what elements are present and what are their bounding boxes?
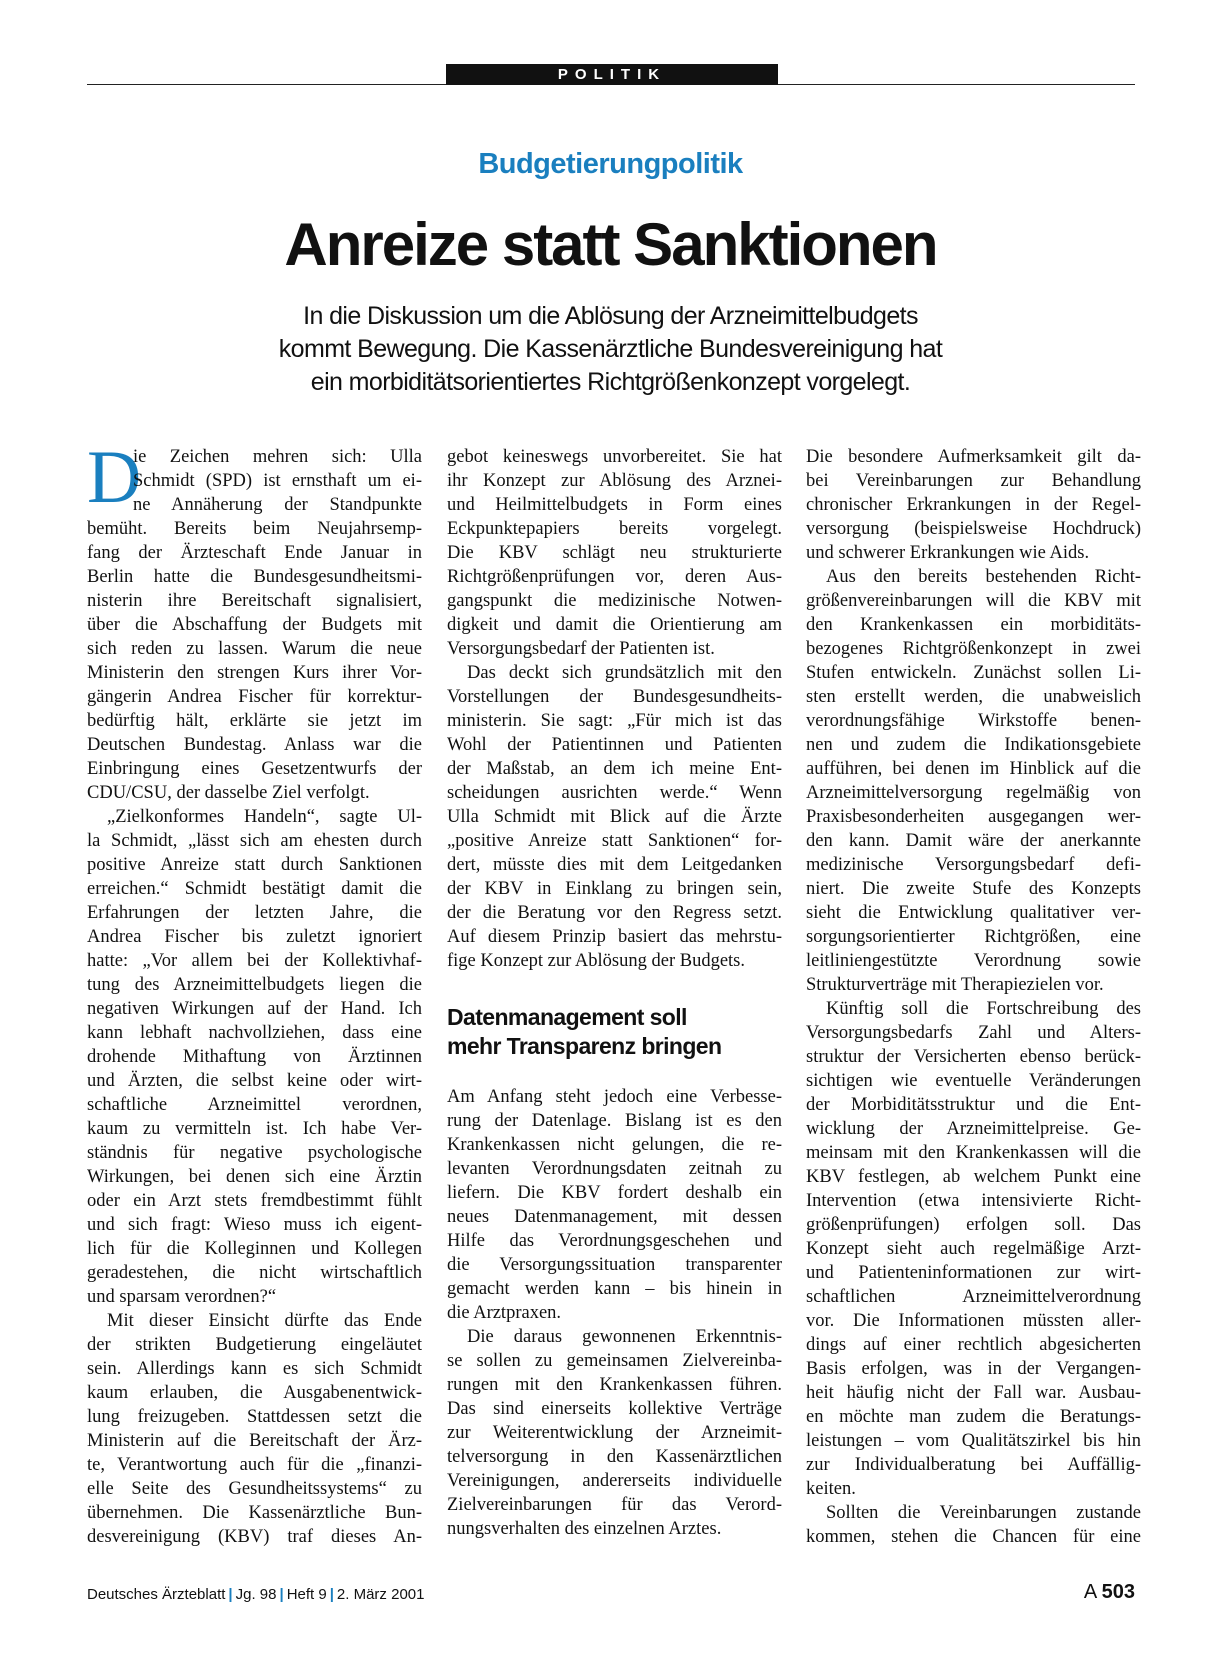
text-line: gangspunkt die medizinische Notwen- [447, 591, 782, 611]
text-line: Das deckt sich grundsätzlich mit den [467, 663, 782, 683]
text-line: Hilfe das Verordnungsgeschehen und [447, 1231, 782, 1251]
section-label: POLITIK [446, 64, 778, 85]
text-line: bemüht. Bereits beim Neujahrsemp- [87, 519, 422, 539]
text-line: Sollten die Vereinbarungen zustande [826, 1503, 1141, 1523]
deck-line: In die Diskussion um die Ablösung der Arzneimittelbudgets [303, 302, 918, 330]
page-number [1084, 1581, 1135, 1604]
text-line: dings auf einer rechtlich abgesicherten [806, 1335, 1141, 1355]
text-line: ministerin. Sie sagt: „Für mich ist das [447, 711, 782, 731]
text-line: sich reden zu lassen. Warum die neue [87, 639, 422, 659]
text-line: scheidungen ausrichten werde.“ Wenn [447, 783, 782, 803]
drop-cap: D [87, 436, 142, 519]
article-kicker: Budgetierungpolitik [478, 148, 743, 180]
text-line: Wohl der Patientinnen und Patienten [447, 735, 782, 755]
article-column-1 [87, 445, 422, 1549]
text-line: Vorstellungen der Bundesgesundheits- [447, 687, 782, 707]
text-line: leistungen – vom Qualitätszirkel bis hin [806, 1431, 1141, 1451]
text-line: und Heilmittelbudgets in Form eines [447, 495, 782, 515]
text-line: kommen, stehen die Chancen für eine [806, 1527, 1141, 1547]
text-line: bei Vereinbarungen zur Behandlung [806, 471, 1141, 491]
text-line: oder ein Arzt stets fremdbestimmt fühlt [87, 1191, 422, 1211]
text-line: nungsverhalten des einzelnen Arztes. [447, 1519, 722, 1539]
text-line: la Schmidt, „lässt sich am ehesten durch [87, 831, 422, 851]
text-line: ie Zeichen mehren sich: Ulla [133, 447, 422, 467]
page-number-value: 503 [1101, 1581, 1135, 1603]
text-line: sein. Allerdings kann es sich Schmidt [87, 1359, 422, 1379]
text-line: kaum erlauben, die Ausgabenentwick- [87, 1383, 422, 1403]
text-line: ständnis für negative psychologische [87, 1143, 422, 1163]
text-line: struktur der Versicherten ebenso berück- [806, 1047, 1141, 1067]
journal-issue: Heft 9 [286, 1586, 327, 1603]
text-line: verordnungsfähige Wirkstoffe benen- [806, 711, 1141, 731]
text-line: hatte: „Vor allem bei der Kollektivhaf- [87, 951, 422, 971]
text-line: schaftlichen Arzneimittelverordnung [806, 1287, 1141, 1307]
text-line: erreichen.“ Schmidt bestätigt damit die [87, 879, 422, 899]
text-line: der die Beratung vor den Regress setzt. [447, 903, 782, 923]
page-footer [87, 1586, 424, 1603]
footer-separator: | [228, 1586, 233, 1603]
text-line: wicklung der Arzneimittelpreise. Ge- [806, 1119, 1141, 1139]
text-line: aufführen, bei denen im Hinblick auf die [806, 759, 1141, 779]
footer-separator: | [329, 1586, 334, 1603]
text-line: keiten. [806, 1479, 856, 1499]
text-line: Arzneimittelversorgung regelmäßig von [806, 783, 1141, 803]
subheading-line: mehr Transparenz bringen [447, 1033, 722, 1059]
text-line: zur Individualberatung bei Auffällig- [806, 1455, 1141, 1475]
deck-line: ein morbiditätsorientiertes Richtgrößenkonzept vorgelegt. [310, 368, 911, 396]
deck-line: kommt Bewegung. Die Kassenärztliche Bundesvereinigung hat [278, 335, 943, 363]
text-line: der strikten Budgetierung eingeläutet [87, 1335, 422, 1355]
footer-separator: | [279, 1586, 284, 1603]
article-column-2 [447, 445, 782, 1541]
text-line: Wirkungen, bei denen sich eine Ärztin [87, 1167, 422, 1187]
text-line: KBV festlegen, ab welchem Punkt eine [806, 1167, 1141, 1187]
text-line: kann lebhaft nachvollziehen, dass eine [87, 1023, 422, 1043]
text-line: Einbringung eines Gesetzentwurfs der [87, 759, 422, 779]
text-line: sorgungsorientierter Richtgrößen, eine [806, 927, 1141, 947]
column-2-text-bottom [447, 1085, 782, 1541]
text-line: Krankenkassen nicht gelungen, die re- [447, 1135, 782, 1155]
text-line: negativen Wirkungen auf der Hand. Ich [87, 999, 422, 1019]
text-line: über die Abschaffung der Budgets mit [87, 615, 422, 635]
text-line: niert. Die zweite Stufe des Konzepts [806, 879, 1141, 899]
text-line: die Versorgungssituation transparenter [447, 1255, 782, 1275]
text-line: Auf diesem Prinzip basiert das mehrstu- [447, 927, 782, 947]
text-line: größenprüfungen) erfolgen soll. Das [806, 1215, 1141, 1235]
text-line: meinsam mit den Krankenkassen will die [806, 1143, 1141, 1163]
text-line: den kann. Damit wäre der anerkannte [806, 831, 1141, 851]
text-line: leitliniengestützte Verordnung sowie [806, 951, 1141, 971]
text-line: Schmidt (SPD) ist ernsthaft um ei- [133, 471, 422, 491]
text-line: den Krankenkassen ein morbiditäts- [806, 615, 1141, 635]
text-line: Intervention (etwa intensivierte Richt- [806, 1191, 1141, 1211]
text-line: Ulla Schmidt mit Blick auf die Ärzte [447, 807, 782, 827]
text-line: lich für die Kolleginnen und Kollegen [87, 1239, 422, 1259]
text-line: und sich fragt: Wieso muss ich eigent- [87, 1215, 422, 1235]
text-line: schaftliche Arzneimittel verordnen, [87, 1095, 422, 1115]
text-line: Deutschen Bundestag. Anlass war die [87, 735, 422, 755]
text-line: Mit dieser Einsicht dürfte das Ende [107, 1311, 422, 1331]
text-line: „positive Anreize statt Sanktionen“ for- [447, 831, 782, 851]
text-line: Am Anfang steht jedoch eine Verbesse- [447, 1087, 782, 1107]
text-line: Die besondere Aufmerksamkeit gilt da- [806, 447, 1141, 467]
text-line: gängerin Andrea Fischer für korrektur- [87, 687, 422, 707]
text-line: Versorgungsbedarf der Patienten ist. [447, 639, 715, 659]
text-line: Eckpunktepapiers bereits vorgelegt. [447, 519, 782, 539]
text-line: nisterin ihre Bereitschaft signalisiert, [87, 591, 422, 611]
text-line: gemacht werden kann – bis hinein in [447, 1279, 782, 1299]
text-line: der Maßstab, an dem ich meine Ent- [447, 759, 782, 779]
text-line: tung des Arzneimittelbudgets liegen die [87, 975, 422, 995]
text-line: Versorgungsbedarfs Zahl und Alters- [806, 1023, 1141, 1043]
text-line: Richtgrößenprüfungen vor, deren Aus- [447, 567, 782, 587]
text-line: übernehmen. Die Kassenärztliche Bun- [87, 1503, 422, 1523]
subheading-line: Datenmanagement soll [447, 1004, 687, 1030]
text-line: Erfahrungen der letzten Jahre, die [87, 903, 422, 923]
text-line: und Patienteninformationen zur wirt- [806, 1263, 1141, 1283]
article-title: Anreize statt Sanktionen [284, 211, 937, 278]
text-line: ne Annäherung der Standpunkte [133, 495, 422, 515]
section-subheading [447, 1003, 782, 1061]
text-line: en möchte man zudem die Beratungs- [806, 1407, 1141, 1427]
text-line: elle Seite des Gesundheitssystems“ zu [87, 1479, 422, 1499]
article-column-3 [806, 445, 1141, 1549]
text-line: Aus den bereits bestehenden Richt- [826, 567, 1141, 587]
text-line: heit häufig nicht der Fall war. Ausbau- [806, 1383, 1141, 1403]
article-deck [150, 300, 1071, 399]
text-line: kaum zu vermitteln ist. Ich habe Ver- [87, 1119, 422, 1139]
text-line: fige Konzept zur Ablösung der Budgets. [447, 951, 745, 971]
text-line: Die KBV schlägt neu strukturierte [447, 543, 782, 563]
text-line: fang der Ärzteschaft Ende Januar in [87, 543, 422, 563]
journal-name: Deutsches Ärzteblatt [87, 1586, 226, 1603]
text-line: versorgung (beispielsweise Hochdruck) [806, 519, 1141, 539]
text-line: bezogenes Richtgrößenkonzept in zwei [806, 639, 1141, 659]
text-line: geradestehen, die nicht wirtschaftlich [87, 1263, 422, 1283]
text-line: se sollen zu gemeinsamen Zielvereinba- [447, 1351, 782, 1371]
text-line: und sparsam verordnen?“ [87, 1287, 277, 1307]
text-line: Strukturverträge mit Therapiezielen vor. [806, 975, 1104, 995]
text-line: rungen mit den Krankenkassen führen. [447, 1375, 782, 1395]
journal-date: 2. März 2001 [336, 1586, 425, 1603]
text-line: vor. Die Informationen müssten aller- [806, 1311, 1141, 1331]
text-line: chronischer Erkrankungen in der Regel- [806, 495, 1141, 515]
text-line: Andrea Fischer bis zuletzt ignoriert [87, 927, 422, 947]
column-2-text-top [447, 445, 782, 973]
text-line: CDU/CSU, der dasselbe Ziel verfolgt. [87, 783, 370, 803]
text-line: sieht die Entwicklung qualitativer ver- [806, 903, 1141, 923]
text-line: Berlin hatte die Bundesgesundheitsmi- [87, 567, 422, 587]
text-line: rung der Datenlage. Bislang ist es den [447, 1111, 782, 1131]
text-line: levanten Verordnungsdaten zeitnah zu [447, 1159, 782, 1179]
text-line: der Morbiditätsstruktur und die Ent- [806, 1095, 1141, 1115]
page-prefix: A [1083, 1581, 1097, 1603]
text-line: medizinische Versorgungsbedarf defi- [806, 855, 1141, 875]
text-line: Zielvereinbarungen für das Verord- [447, 1495, 782, 1515]
text-line: sichtigen wie eventuelle Veränderungen [806, 1071, 1141, 1091]
text-line: liefern. Die KBV fordert deshalb ein [447, 1183, 782, 1203]
text-line: telversorgung in den Kassenärztlichen [447, 1447, 782, 1467]
text-line: lung freizugeben. Stattdessen setzt die [87, 1407, 422, 1427]
text-line: und Ärzten, die selbst keine oder wirt- [87, 1071, 422, 1091]
text-line: neues Datenmanagement, mit dessen [447, 1207, 782, 1227]
text-line: die Arztpraxen. [447, 1303, 562, 1323]
text-line: ihr Konzept zur Ablösung des Arznei- [447, 471, 782, 491]
text-line: nen und zudem die Indikationsgebiete [806, 735, 1141, 755]
text-line: Ministerin den strengen Kurs ihrer Vor- [87, 663, 422, 683]
text-line: Ministerin auf die Bereitschaft der Ärz- [87, 1431, 422, 1451]
text-line: bedürftig hält, erklärte sie jetzt im [87, 711, 422, 731]
text-line: zur Weiterentwicklung der Arzneimit- [447, 1423, 782, 1443]
text-line: Praxisbesonderheiten ausgegangen wer- [806, 807, 1141, 827]
text-line: positive Anreize statt durch Sanktionen [87, 855, 422, 875]
text-line: gebot keineswegs unvorbereitet. Sie hat [447, 447, 782, 467]
text-line: Die daraus gewonnenen Erkenntnis- [467, 1327, 782, 1347]
text-line: te, Verantwortung auch für die „finanzi- [87, 1455, 422, 1475]
text-line: größenvereinbarungen will die KBV mit [806, 591, 1141, 611]
text-line: Künftig soll die Fortschreibung des [826, 999, 1141, 1019]
text-line: drohende Mithaftung von Ärztinnen [87, 1047, 422, 1067]
text-line: Das sind einerseits kollektive Verträge [447, 1399, 782, 1419]
text-line: der KBV in Einklang zu bringen sein, [447, 879, 782, 899]
text-line: und schwerer Erkrankungen wie Aids. [806, 543, 1090, 563]
text-line: digkeit und damit die Orientierung am [447, 615, 782, 635]
text-line: sten erstellt werden, die unabweislich [806, 687, 1141, 707]
text-line: Basis erfolgen, was in der Vergangen- [806, 1359, 1141, 1379]
text-line: dert, müsste dies mit dem Leitgedanken [447, 855, 782, 875]
text-line: Stufen entwickeln. Zunächst sollen Li- [806, 663, 1141, 683]
journal-volume: Jg. 98 [235, 1586, 277, 1603]
text-line: Vereinigungen, andererseits individuelle [447, 1471, 782, 1491]
text-line: „Zielkonformes Handeln“, sagte Ul- [107, 807, 422, 827]
text-line: Konzept sieht auch regelmäßige Arzt- [806, 1239, 1141, 1259]
text-line: desvereinigung (KBV) traf dieses An- [87, 1527, 422, 1547]
